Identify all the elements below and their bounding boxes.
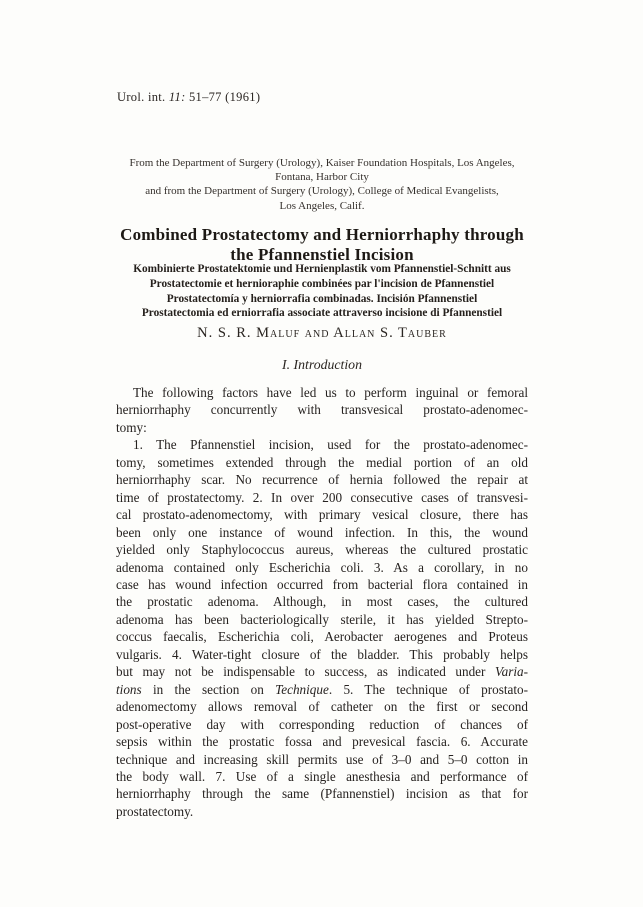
body-line: The following factors have led us to perform inguinal or femoral [133,385,528,400]
body-line: adenoma contained only Escherichia coli. 3. As a corollary, in no [116,559,528,575]
body-line: tomy, sometimes extended through the medial portion of an old [116,454,528,470]
body-line: 1. The Pfannenstiel incision, used for the prostato-adenomec- [133,437,528,453]
body-line: been only one instance of wound infection. In this, the wound [116,524,528,540]
body-line: cal prostato-adenomectomy, with primary vesical closure, there has [116,507,528,523]
affiliation-line: and from the Department of Surgery (Urology), College of Medical Evangelists, [145,185,499,198]
body-text [116,384,528,820]
body-line: but may not be indispensable to success, as indicated under Varia- [116,664,528,680]
affiliation-line: Fontana, Harbor City [275,171,369,184]
affiliation-line: Los Angeles, Calif. [279,199,365,212]
body-line: prostatectomy. [116,803,194,819]
body-line: case has wound infection occurred from bacterial flora contained in [116,576,528,592]
journal-reference: Urol. int. 11: 51–77 (1961) [117,90,261,104]
translated-title-line: Kombinierte Prostatektomie und Hernienplastik vom Pfannenstiel-Schnitt aus [133,263,511,275]
translated-title-line: Prostatectomía y herniorrafia combinadas. Incisión Pfannenstiel [166,292,478,305]
affiliation-block [96,156,548,213]
paper-title [86,225,558,264]
body-line: sepsis within the prostatic fossa and prevesical fascia. 6. Accurate [116,734,528,750]
body-line: adenomectomy allows removal of catheter on the first or second [116,699,528,715]
body-line: post-operative day with corresponding reduction of chances of [116,716,528,732]
authors-line: N. S. R. Maluf and Allan S. Tauber [197,325,447,341]
body-line: vulgaris. 4. Water-tight closure of the bladder. This probably helps [116,646,528,662]
body-line: the prostatic adenoma. Although, in most cases, the cultured [116,594,528,610]
body-line: yielded only Staphylococcus aureus, whereas the cultured prostatic [116,542,528,558]
translated-titles-block [86,262,558,321]
paper-title-line: the Pfannenstiel Incision [230,244,414,264]
body-line: time of prostatectomy. 2. In over 200 consecutive cases of transvesi- [116,489,528,505]
body-line: technique and increasing skill permits use of 3–0 and 5–0 cotton in [116,751,528,767]
body-line: the body wall. 7. Use of a single anesthesia and performance of [116,768,528,784]
paper-title-line: Combined Prostatectomy and Herniorrhaphy through [120,225,524,244]
body-line: herniorrhaphy through the same (Pfannenstiel) incision as that for [116,786,528,802]
body-line: adenoma has been bacteriologically sterile, it has yielded Strepto- [116,611,528,627]
body-line: herniorrhaphy concurrently with transvesical prostato-adenomec- [116,402,528,418]
body-line: tomy: [116,419,147,435]
affiliation-line: From the Department of Surgery (Urology), Kaiser Foundation Hospitals, Los Angeles, [129,157,515,169]
section-heading: I. Introduction [282,357,362,372]
body-paragraph [116,384,528,436]
translated-title-line: Prostatectomie et hernioraphie combinées par l'incision de Pfannenstiel [149,277,495,290]
translated-title-line: Prostatectomia ed erniorrafia associate attraverso incisione di Pfannenstiel [141,307,503,320]
body-line: tions in the section on Technique. 5. The technique of prostato- [116,681,528,697]
body-paragraph [116,436,528,820]
body-line: coccus faecalis, Escherichia coli, Aerobacter aerogenes and Proteus [116,629,528,645]
body-line: herniorrhaphy scar. No recurrence of hernia followed the repair at [116,472,528,488]
